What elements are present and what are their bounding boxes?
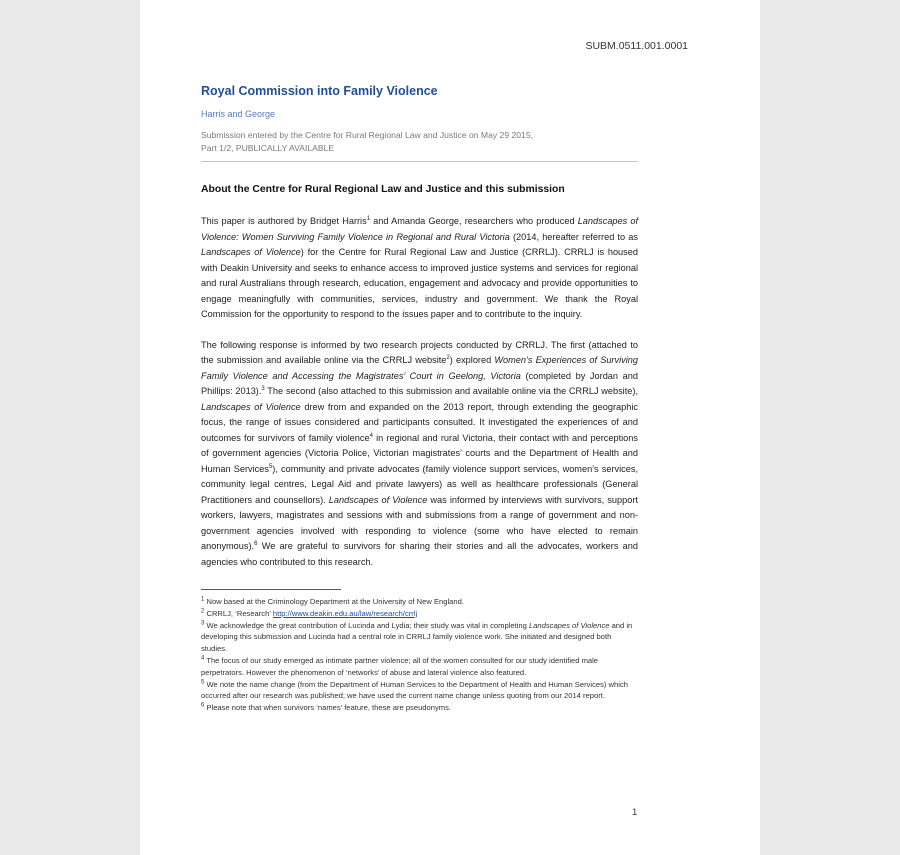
page-margin-right <box>760 0 900 855</box>
footnote-2-text: CRRLJ, ‘Research’ <box>204 608 273 618</box>
paragraph-2 <box>201 338 638 571</box>
p2-text-3: (completed by Jordan and Phillips: 2013). <box>201 370 638 396</box>
p1-report-title: Landscapes of Violence: Women Surviving Family Violence in Regional and Rural Victoria <box>201 216 639 242</box>
p2-text-1: The following response is informed by two research projects conducted by CRRLJ. The first (attached to the submission and available online via the CRRLJ website <box>201 339 638 365</box>
p1-text-2: and Amanda George, researchers who produced <box>370 216 578 226</box>
page-number: 1 <box>632 807 638 818</box>
footnote-ref-4: 4 <box>369 432 373 439</box>
footnote-4-text: The focus of our study emerged as intimate partner violence; all of the women consulted for our study identified male perpetrators. However the phenomenon of ‘networks’ of abuse and lateral violence also featured. <box>201 655 599 677</box>
section-heading: About the Centre for Rural Regional Law and Justice and this submission <box>201 184 565 195</box>
footnote-5 <box>201 679 638 703</box>
p2-text-4: The second (also attached to this submission and available online via the CRRLJ website), <box>264 386 639 396</box>
document-body <box>201 84 638 714</box>
p2-text-9: We are grateful to survivors for sharing their stories and all the advocates, workers and agencies who contributed to this research. <box>201 541 638 567</box>
paragraph-1 <box>201 214 638 323</box>
p2-text-7: ), community and private advocates (family violence support services, women’s services, community legal centres, Legal Aid and private lawyers) as well as healthcare professionals (General Practitioners and counsellors). <box>201 463 638 505</box>
p2-report-title-2: Landscapes of Violence <box>328 494 428 505</box>
document-authors: Harris and George <box>201 109 276 119</box>
p2-text-8: was informed by interviews with survivors, support workers, lawyers, magistrates and sessions with and submissions from a range of government and non-government agencies involved with responding to violence (some who have elected to remain anonymous). <box>201 494 638 551</box>
footnote-2 <box>201 608 638 620</box>
footnote-6-number: 6 <box>201 702 205 709</box>
p2-text-6: in regional and rural Victoria, their contact with and perceptions of government agencies (Victoria Police, Victorian magistrates’ courts and the Department of Health and Human Services <box>201 432 638 474</box>
footnote-ref-6: 6 <box>254 540 258 547</box>
footnote-4-number: 4 <box>201 655 205 662</box>
footnote-1-text: Now based at the Criminology Department at the University of New England. <box>204 597 464 606</box>
p1-text-3: (2014, hereafter referred to as <box>509 231 638 242</box>
footnote-3-text-1: We acknowledge the great contribution of Lucinda and Lydia; their study was vital in completing <box>204 620 529 630</box>
crrlj-research-link[interactable]: http://www.deakin.edu.au/law/research/crrlj <box>272 608 418 618</box>
header-divider <box>201 161 638 162</box>
footnote-ref-5: 5 <box>268 463 273 470</box>
footnote-1-number: 1 <box>201 596 205 603</box>
footnote-5-number: 5 <box>201 679 205 686</box>
footnote-divider <box>201 589 341 590</box>
p2-study-title: Women’s Experiences of Surviving Family Violence and Accessing the Magistrates’ Court in Geelong, Victoria <box>201 355 638 381</box>
document-id: SUBM.0511.001.0001 <box>585 40 688 52</box>
p2-text-5: drew from and expanded on the 2013 report, through extending the geographic focus, the range of issues considered and participants consulted. It investigated the experiences of and outcomes for survivors of family violence <box>201 401 638 443</box>
footnote-3-text-2: and in developing this submission and Lucinda had a central role in CRRLJ family violence work. She initiated and designed both studies. <box>201 620 633 654</box>
footnote-ref-3: 3 <box>261 385 265 392</box>
p2-text-2: ) explored <box>449 355 495 365</box>
p1-text-1: This paper is authored by Bridget Harris <box>201 216 367 226</box>
document-title: Royal Commission into Family Violence <box>201 84 438 98</box>
page-margin-left <box>0 0 140 855</box>
footnote-4 <box>201 655 638 679</box>
p1-report-short-title: Landscapes of Violence <box>201 247 301 257</box>
footnote-3 <box>201 620 638 655</box>
footnote-6-text: Please note that when survivors ‘names’ feature, these are pseudonyms. <box>204 703 451 713</box>
p2-report-title-1: Landscapes of Violence <box>201 401 301 412</box>
footnote-1 <box>201 596 638 608</box>
footnote-ref-2: 2 <box>446 354 450 361</box>
footnote-3-number: 3 <box>201 620 205 627</box>
footnote-2-number: 2 <box>201 608 205 615</box>
submission-line-1: Submission entered by the Centre for Rural Regional Law and Justice on May 29 2015, <box>201 130 534 140</box>
footnote-5-text: We note the name change (from the Department of Human Services to the Department of Health and Human Services) which occurred after our research was published; we have used the current name change unless quoting from our 2014 report. <box>201 679 628 701</box>
submission-line-2: Part 1/2, PUBLICALLY AVAILABLE <box>201 143 335 153</box>
footnote-3-report-title: Landscapes of Violence <box>528 620 610 630</box>
p1-text-4: ) for the Centre for Rural Regional Law and Justice (CRRLJ). CRRLJ is housed with Deakin University and seeks to enhance access to improved justice systems and services for regional and rural Australians through research, education, engagement and advocacy and provide opportunities to engage meaningfully with communities, services, industry and government. We thank the Royal Commission for the opportunity to respond to the issues paper and to contribute to the inquiry. <box>201 247 638 319</box>
footnote-ref-1: 1 <box>366 215 371 222</box>
footnote-6 <box>201 702 638 714</box>
